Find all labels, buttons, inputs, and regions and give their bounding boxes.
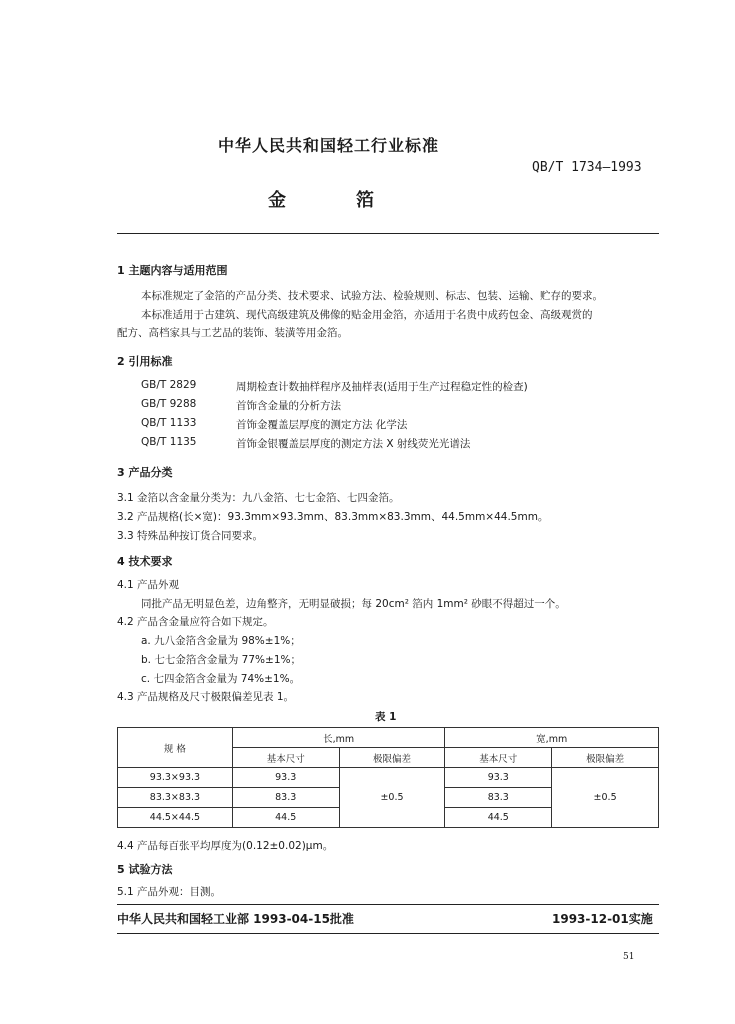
section-5-heading: 5 试验方法 <box>117 863 173 876</box>
clause-4-4: 4.4 产品每百张平均厚度为(0.12±0.02)μm。 <box>117 840 334 852</box>
page-number: 51 <box>623 952 635 962</box>
header-width-basic: 基本尺寸 <box>445 748 552 768</box>
reference-item <box>141 398 641 412</box>
reference-code: GB/T 2829 <box>141 379 197 391</box>
cell-spec: 44.5×44.5 <box>118 808 233 828</box>
section-1-para-2a: 本标准适用于古建筑、现代高级建筑及佛像的贴金用金箔，亦适用于名贵中成药包金、高级观赏的 <box>141 309 593 321</box>
reference-code: GB/T 9288 <box>141 398 197 410</box>
title-char-1: 金 <box>268 190 286 211</box>
table-caption: 表 1 <box>375 711 397 723</box>
footer-bottom-rule <box>117 933 659 934</box>
cell-spec: 93.3×93.3 <box>118 768 233 788</box>
cell-width: 44.5 <box>445 808 552 828</box>
reference-code: QB/T 1135 <box>141 436 197 448</box>
clause-4-2-c: c. 七四金箔含金量为 74%±1%。 <box>141 673 301 685</box>
document-title <box>268 186 374 212</box>
clause-5-1: 5.1 产品外观：目测。 <box>117 886 222 898</box>
reference-item <box>141 417 641 431</box>
clause-4-2-a: a. 九八金箔含金量为 98%±1%； <box>141 635 301 647</box>
header-length-basic: 基本尺寸 <box>232 748 339 768</box>
title-char-2: 箔 <box>356 190 374 211</box>
reference-title: 首饰金覆盖层厚度的测定方法 化学法 <box>236 419 408 431</box>
footer-divider <box>117 904 659 905</box>
table-row <box>118 768 659 788</box>
clause-4-2: 4.2 产品含金量应符合如下规定。 <box>117 616 274 628</box>
cell-length: 44.5 <box>232 808 339 828</box>
section-2-heading: 2 引用标准 <box>117 355 173 368</box>
header-spec: 规 格 <box>118 728 233 768</box>
reference-item <box>141 379 641 393</box>
cell-width-deviation: ±0.5 <box>552 768 659 828</box>
reference-title: 首饰含金量的分析方法 <box>236 400 341 412</box>
section-3-heading: 3 产品分类 <box>117 466 173 479</box>
clause-4-1-text: 同批产品无明显色差，边角整齐，无明显破损；每 20cm² 箔内 1mm² 砂眼不得超过一个。 <box>141 598 566 610</box>
header-width-deviation: 极限偏差 <box>552 748 659 768</box>
section-1-para-2b: 配方、高档家具与工艺品的装饰、装潢等用金箔。 <box>117 327 348 339</box>
reference-title: 首饰金银覆盖层厚度的测定方法 X 射线荧光光谱法 <box>236 438 471 450</box>
implementation-date: 1993-12-01实施 <box>552 912 653 926</box>
reference-code: QB/T 1133 <box>141 417 197 429</box>
standard-code: QB/T 1734—1993 <box>532 160 642 175</box>
clause-3-1: 3.1 金箔以含金量分类为：九八金箔、七七金箔、七四金箔。 <box>117 492 400 504</box>
header-width: 宽,mm <box>445 728 659 748</box>
org-title: 中华人民共和国轻工行业标准 <box>218 136 440 155</box>
cell-length: 93.3 <box>232 768 339 788</box>
cell-width: 83.3 <box>445 788 552 808</box>
cell-width: 93.3 <box>445 768 552 788</box>
approval-text: 中华人民共和国轻工业部 1993-04-15批准 <box>117 912 354 926</box>
cell-length-deviation: ±0.5 <box>339 768 445 828</box>
cell-length: 83.3 <box>232 788 339 808</box>
clause-3-2: 3.2 产品规格(长×宽)：93.3mm×93.3mm、83.3mm×83.3mm、44.5mm×44.5mm。 <box>117 511 549 523</box>
section-4-heading: 4 技术要求 <box>117 555 173 568</box>
spec-table <box>117 727 659 828</box>
clause-4-1: 4.1 产品外观 <box>117 579 180 591</box>
clause-3-3: 3.3 特殊品种按订货合同要求。 <box>117 530 264 542</box>
header-length-deviation: 极限偏差 <box>339 748 445 768</box>
section-1-heading: 1 主题内容与适用范围 <box>117 264 228 277</box>
cell-spec: 83.3×83.3 <box>118 788 233 808</box>
clause-4-2-b: b. 七七金箔含金量为 77%±1%； <box>141 654 301 666</box>
clause-4-3: 4.3 产品规格及尺寸极限偏差见表 1。 <box>117 691 295 703</box>
header-length: 长,mm <box>232 728 445 748</box>
reference-item <box>141 436 641 450</box>
reference-title: 周期检查计数抽样程序及抽样表(适用于生产过程稳定性的检查) <box>236 381 528 393</box>
header-divider <box>117 233 659 234</box>
section-1-para-1: 本标准规定了金箔的产品分类、技术要求、试验方法、检验规则、标志、包装、运输、贮存的要求。 <box>141 290 603 302</box>
